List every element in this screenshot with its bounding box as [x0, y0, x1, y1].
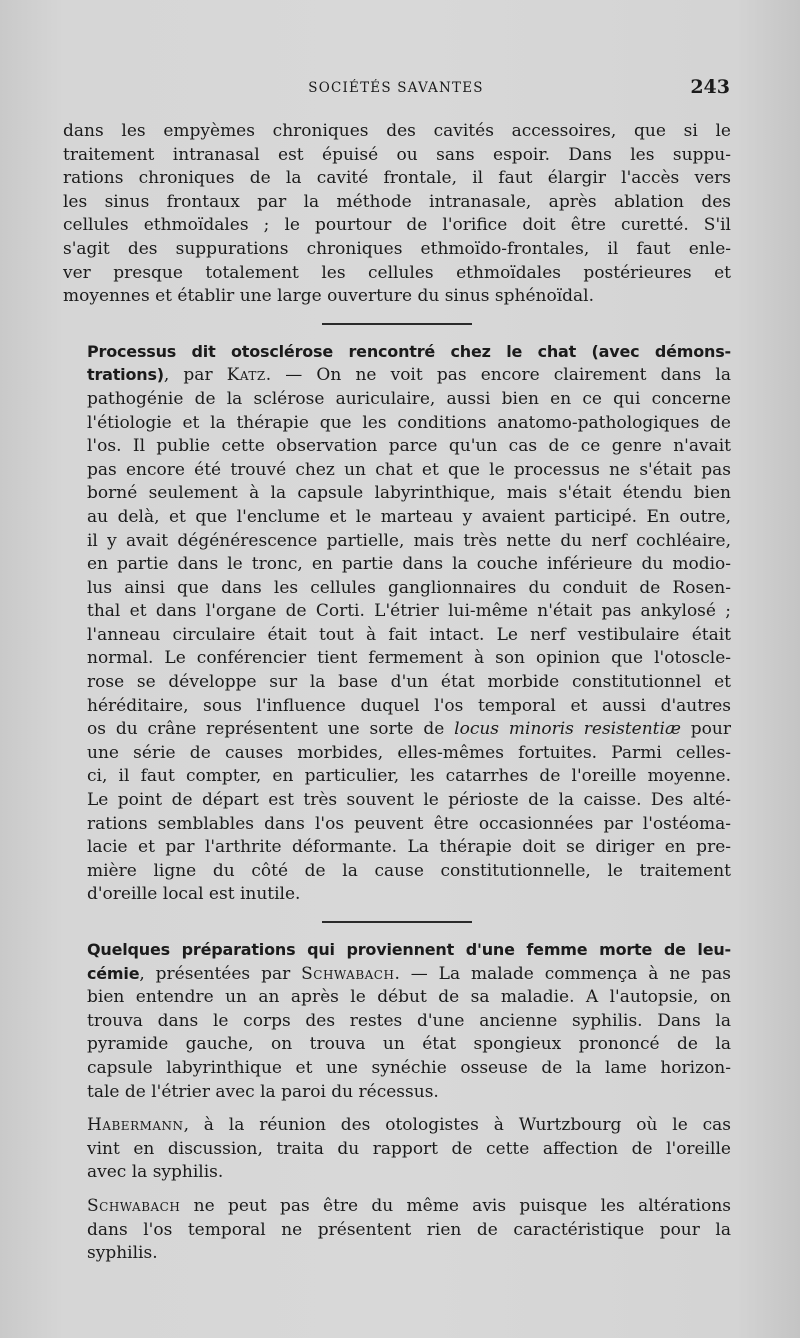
text-line: d'oreille local est inutile.: [87, 884, 301, 905]
text-line: Schwabach ne peut pas être du même avis puisque les altérations: [87, 1195, 731, 1216]
section-divider: [322, 323, 472, 325]
paragraph-schwabach-leucemie: [63, 938, 731, 1104]
text-line: capsule labyrinthique et une synéchie osseuse de la lame horizon-: [87, 1057, 731, 1078]
section-divider: [322, 921, 472, 923]
text-line: thal et dans l'organe de Corti. L'étrier lui-même n'était pas ankylosé ;: [87, 601, 731, 622]
text-line: traitement intranasal est épuisé ou sans espoir. Dans les suppu-: [63, 144, 731, 165]
text-line: lus ainsi que dans les cellules ganglionnaires du conduit de Rosen-: [87, 577, 731, 598]
running-title: SOCIÉTÉS SAVANTES: [308, 80, 484, 96]
paragraph-habermann: [63, 1114, 731, 1185]
text-line: bien entendre un an après le début de sa maladie. A l'autopsie, on: [87, 987, 731, 1008]
text-line: tale de l'étrier avec la paroi du récessus.: [87, 1081, 439, 1102]
text-line: Le point de départ est très souvent le périoste de la caisse. Des alté-: [87, 790, 731, 811]
text-line: rations chroniques de la cavité frontale, il faut élargir l'accès vers: [63, 168, 731, 189]
author-name: Katz: [226, 365, 266, 386]
text-line: rations semblables dans l'os peuvent être occasionnées par l'ostéoma-: [87, 813, 731, 834]
section-heading-end: cémie: [87, 963, 140, 983]
text-line: au delà, et que l'enclume et le marteau y avaient participé. En outre,: [87, 506, 731, 527]
paragraph-gap: [63, 1185, 731, 1195]
text-line: héréditaire, sous l'influence duquel l'os temporal et aussi d'autres: [87, 695, 731, 716]
section-heading-end: trations): [87, 365, 164, 385]
text-line: os du crâne représentent une sorte de locus minoris resistentiæ pour: [87, 719, 731, 740]
text-line: moyennes et établir une large ouverture du sinus sphénoïdal.: [63, 286, 594, 307]
text-line: mière ligne du côté de la cause constitutionnelle, le traitement: [87, 860, 731, 881]
text-line: borné seulement à la capsule labyrinthique, mais s'était étendu bien: [87, 483, 731, 504]
text-line: trouva dans le corps des restes d'une ancienne syphilis. Dans la: [87, 1010, 731, 1031]
author-name: Habermann: [87, 1115, 184, 1136]
text-line: pathogénie de la sclérose auriculaire, aussi bien en ce qui concerne: [87, 388, 731, 409]
text-line: cémie, présentées par Schwabach. — La malade commença à ne pas: [87, 963, 731, 984]
text-line: l'étiologie et la thérapie que les conditions anatomo-pathologiques de: [87, 412, 731, 433]
text-line: il y avait dégénérescence partielle, mais très nette du nerf cochléaire,: [87, 530, 731, 551]
text-line: trations), par Katz. — On ne voit pas encore clairement dans la: [87, 365, 731, 386]
text-line: pas encore été trouvé chez un chat et que le processus ne s'était pas: [87, 459, 731, 480]
section-heading: Processus dit otosclérose rencontré chez le chat (avec démons-: [87, 341, 731, 361]
text-line: ci, il faut compter, en particulier, les catarrhes de l'oreille moyenne.: [87, 766, 731, 787]
author-name: Schwabach: [301, 963, 395, 984]
text-line: cellules ethmoïdales ; le pourtour de l'orifice doit être curetté. S'il: [63, 215, 731, 236]
paragraph-katz-otosclerose: [63, 340, 731, 907]
text-line: s'agit des suppurations chroniques ethmoïdo-frontales, il faut enle-: [63, 238, 731, 259]
page-header: [62, 76, 730, 100]
text-line: vint en discussion, traita du rapport de cette affection de l'oreille: [87, 1138, 731, 1159]
text-line: pyramide gauche, on trouva un état spongieux prononcé de la: [87, 1034, 731, 1055]
text-line: l'anneau circulaire était tout à fait intact. Le nerf vestibulaire était: [87, 624, 731, 645]
paragraph-schwabach-reply: [63, 1195, 731, 1266]
text-line: en partie dans le tronc, en partie dans la couche inférieure du modio-: [87, 554, 731, 575]
text-line: une série de causes morbides, elles-mêmes fortuites. Parmi celles-: [87, 742, 731, 763]
author-name: Schwabach: [87, 1195, 181, 1216]
page-number: 243: [690, 76, 730, 98]
text-line: l'os. Il publie cette observation parce qu'un cas de ce genre n'avait: [87, 436, 731, 457]
page-body: [63, 120, 731, 1266]
paragraph-gap: [63, 1104, 731, 1114]
text-line: Habermann, à la réunion des otologistes à Wurtzbourg où le cas: [87, 1115, 731, 1136]
latin-phrase: locus minoris resistentiæ: [454, 719, 681, 740]
text-line: dans les empyèmes chroniques des cavités accessoires, que si le: [63, 121, 731, 141]
text-line: dans l'os temporal ne présentent rien de caractéristique pour la: [87, 1219, 731, 1240]
text-line: syphilis.: [87, 1243, 158, 1264]
paragraph-sinus-treatment: [63, 120, 731, 309]
text-line: normal. Le conférencier tient fermement à son opinion que l'otoscle-: [87, 648, 731, 669]
text-line: ver presque totalement les cellules ethmoïdales postérieures et: [63, 262, 731, 283]
section-heading: Quelques préparations qui proviennent d'une femme morte de leu-: [87, 940, 731, 959]
text-line: avec la syphilis.: [87, 1162, 224, 1183]
text-line: rose se développe sur la base d'un état morbide constitutionnel et: [87, 672, 731, 693]
text-line: les sinus frontaux par la méthode intranasale, après ablation des: [63, 191, 731, 212]
text-line: lacie et par l'arthrite déformante. La thérapie doit se diriger en pre-: [87, 837, 731, 858]
